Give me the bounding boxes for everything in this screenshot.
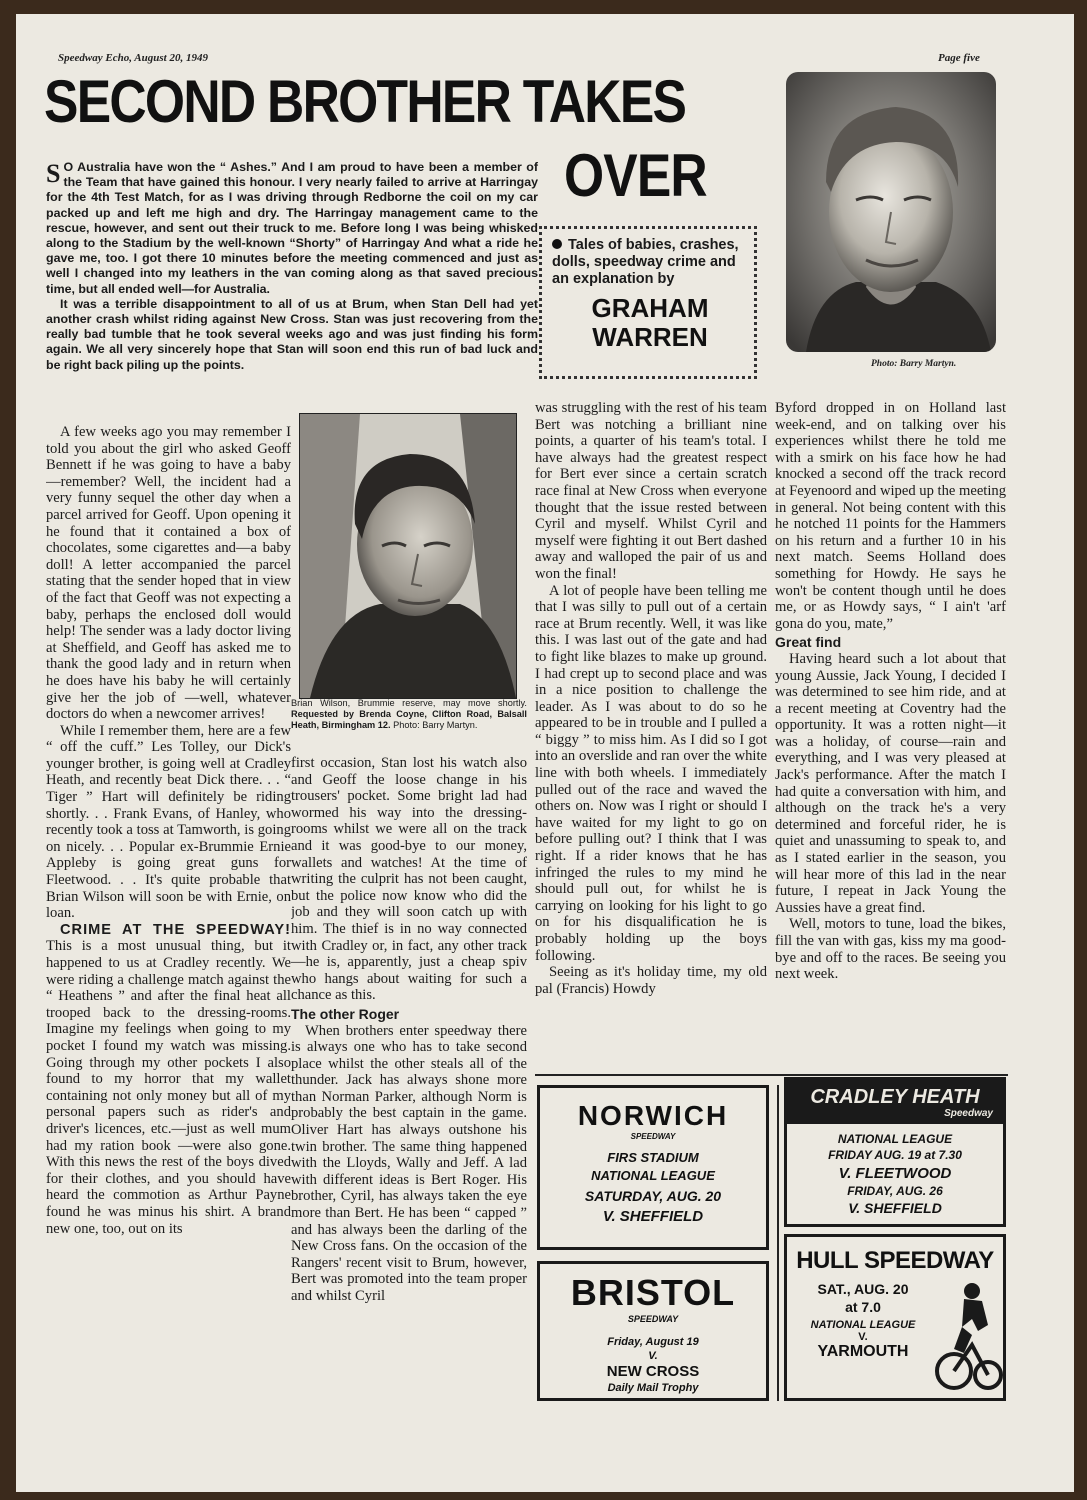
col3-paragraph-3: Seeing as it's holiday time, my old pal (Francis) Howdy xyxy=(535,964,767,997)
norwich-line-3: SATURDAY, AUG. 20 xyxy=(584,1188,722,1204)
norwich-line-4: V. SHEFFIELD xyxy=(602,1208,704,1225)
ad-cradley-heath xyxy=(784,1077,1006,1227)
article-column-4 xyxy=(775,400,1006,1074)
col4-paragraph-3: Well, motors to tune, load the bikes, fill the van with gas, kiss my ma good-bye and off to the races. Be seeing you next week. xyxy=(775,916,1006,983)
brian-wilson-illustration xyxy=(300,414,516,698)
article-column-1 xyxy=(46,424,291,1492)
cradley-sub: Speedway xyxy=(944,1108,993,1119)
author-name: GRAHAM WARREN xyxy=(591,293,709,352)
bristol-line-2: V. xyxy=(648,1350,658,1362)
page-label: Page five xyxy=(938,52,980,64)
ads-divider xyxy=(535,1074,1008,1076)
masthead: Speedway Echo, August 20, 1949 xyxy=(58,52,208,64)
col1-paragraph-1: A few weeks ago you may remember I told you about the girl who asked Geoff Bennett if he was going to have a baby —remember? Well, the incident had a very funny sequel the other day when a parcel arrived for Geoff. Upon opening it he found that it contained a box of chocolates, some cigarettes and—a baby doll! A letter accompanied the parcel stating that the sender hoped that in view of the fact that Geoff was not expecting a baby, perhaps the enclosed doll would help! The sender was a lady doctor living at Sheffield, and Geoff has asked me to thank the good lady and in return when he does have his baby he will certainly give her the job of —well, whatever doctors do when a newcomer arrives! xyxy=(46,424,291,723)
lead-text xyxy=(46,160,538,373)
article-column-3 xyxy=(535,400,767,1074)
hull-logo: HULL SPEEDWAY xyxy=(796,1247,994,1274)
ad-hull xyxy=(784,1234,1006,1401)
article-column-2 xyxy=(291,755,527,1492)
author-blurb-box xyxy=(539,226,757,379)
speedway-rider-icon xyxy=(932,1279,1004,1397)
bullet-icon xyxy=(552,239,562,249)
col2-paragraph-2: When brothers enter speedway there is always one who has to take second place whilst the other steals all of the thunder. Jack has always shone more than Norman Parker, although Norm is probably the best captain in the game. Oliver Hart has always outshone his twin brother. The same thing happened with the Lloyds, Wally and Jeff. A lad with different ideas is Bert Roger. His brother, Cyril, has always taken the eye more than Bert. He has been “ capped ” and has always been the darling of the New Cross fans. On the occasion of the Rangers' recent visit to Brum, however, Bert was promoted into the team proper and whilst Cyril xyxy=(291,1022,527,1304)
magazine-page xyxy=(16,14,1074,1492)
col1-paragraph-2: While I remember them, here are a few “ off the cuff.” Les Tolley, our Dick's younger brother, is going well at Cradley Heath, and recently beat Dick there. . . “ Tiger ” Hart will definitely be riding shortly. . . Frank Evans, of Hanley, who recently took a toss at Tamworth, is going on nicely. . . Popular ex-Brummie Ernie Appleby is going great guns for Fleetwood. . . It's quite probable that Brian Wilson will soon be with Ernie, on loan. xyxy=(46,722,291,922)
bristol-line-3: NEW CROSS xyxy=(606,1363,700,1380)
norwich-line-1: FIRS STADIUM xyxy=(607,1150,699,1165)
lead-paragraph-2: It was a terrible disappointment to all of us at Brum, when Stan Dell had yet another crash whilst riding against New Cross. Stan was just recovering from the really bad tumble that he took several weeks ago and was just finding his form again. We all very sincerely hope that Stan will soon end this run of bad luck and be right back piling up the points. xyxy=(46,296,538,372)
bristol-logo: BRISTOL xyxy=(570,1272,736,1313)
cradley-line-4: FRIDAY, AUG. 26 xyxy=(847,1184,943,1198)
hull-line-2: at 7.0 xyxy=(845,1299,881,1315)
caption-request: Requested by Brenda Coyne, Clifton Road, Balsall Heath, Birmingham 12. xyxy=(291,709,527,730)
hull-line-4: V. xyxy=(858,1331,868,1343)
lead-paragraph-1: O Australia have won the “ Ashes.” And I am proud to have been a member of the Team that have gained this honour. I very nearly failed to arrive at Harringay for the 4th Test Match, for as I was driving through Redborne the coil on my car packed up and left me high and dry. The Harringay management came to the rescue, however, and sent out their truck to me. Before long I was being whisked along to the Stadium by the well-known “Shorty” of Harringay And what a ride he gave me, too. I got there 10 minutes before the meeting commenced and just as well I changed into my leathers in the van coming along as that saved precious time, but all ended well—for Australia. xyxy=(46,160,538,296)
bristol-sub: SPEEDWAY xyxy=(627,1314,679,1324)
portrait-photo-warren xyxy=(786,72,996,352)
photo-brian-wilson xyxy=(299,413,517,699)
photo-credit: Photo: Barry Martyn. xyxy=(871,359,957,369)
col3-paragraph-1: was struggling with the rest of his team Bert was notching a brilliant nine points, a quarter of his team's total. I have always had the greatest respect for Bert ever since a certain scratch race final at New Cross when everyone thought that the issue rested between Cyril and myself. Whilst Cyril and myself were fighting it out Bert dashed away and walloped the pair of us and won the final! xyxy=(535,400,767,582)
col2-paragraph-1: first occasion, Stan lost his watch also and Geoff the loose change in his trousers' pocket. Some bright lad had wormed his way into the dressing-rooms whilst we were all on the track and it was good-bye to our money, wallets and watches! At the time of writing the culprit has not been caught, but the police now know who did the job and they will soon catch up with him. The thief is in no way connected with Cradley or, in fact, any other track—he is, apparently, just a cheap spiv who hangs about waiting for such a chance as this. xyxy=(291,755,527,1004)
cradley-line-5: V. SHEFFIELD xyxy=(848,1200,942,1216)
col1-paragraph-3: This is a most unusual thing, but it happened to us at Cradley recently. We were riding a challenge match against the “ Heathens ” and after the final heat all trooped back to the dressing-rooms. Imagine my feelings when going to my pocket I found my watch was missing. Going through my other pockets I also found to my horror that my wallet containing not only money but all of my personal papers such as rider's and driver's licences, etc.—just as well mum had my ration book —were also gone. With this news the rest of the boys dived for their clothes, and you should have heard the commotion as Arthur Payne found he was minus his shirt. A brand new one, too, out on its xyxy=(46,938,291,1237)
cradley-line-1: NATIONAL LEAGUE xyxy=(837,1132,953,1146)
ads-vertical-divider xyxy=(777,1085,779,1401)
blurb-text: Tales of babies, crashes, dolls, speedway crime and an explanation by xyxy=(552,237,739,287)
photo-caption xyxy=(291,698,527,731)
bristol-line-1: Friday, August 19 xyxy=(607,1336,699,1348)
hull-line-3: NATIONAL LEAGUE xyxy=(810,1319,916,1331)
crime-subhead: CRIME AT THE SPEEDWAY! xyxy=(60,921,291,938)
ad-bristol xyxy=(537,1261,769,1401)
cradley-line-2: FRIDAY AUG. 19 at 7.30 xyxy=(828,1148,962,1162)
cradley-line-3: V. FLEETWOOD xyxy=(838,1165,952,1182)
hull-line-5: YARMOUTH xyxy=(817,1343,909,1360)
norwich-logo: NORWICH xyxy=(577,1100,729,1131)
drop-cap: S xyxy=(46,159,61,188)
hull-line-1: SAT., AUG. 20 xyxy=(817,1281,909,1297)
headline-line-2: OVER xyxy=(564,142,707,209)
headline-line-1: SECOND BROTHER TAKES xyxy=(44,68,686,135)
norwich-line-2: NATIONAL LEAGUE xyxy=(591,1168,715,1183)
cradley-logo: CRADLEY HEATH xyxy=(810,1086,980,1108)
portrait-illustration xyxy=(786,72,996,352)
subhead-great-find: Great find xyxy=(775,634,842,651)
caption-credit: Photo: Barry Martyn. xyxy=(393,720,478,730)
col4-paragraph-2: Having heard such a lot about that young Aussie, Jack Young, I decided I was determined to see him ride, and at a recent meeting at Coventry had the opportunity. It was a rotten night—it was a holiday, of course—rain and everything, and I was very pleased at Jack's performance. After the match I had quite a conversation with him, and although on the track he's a very determined and forceful rider, he is quiet and unassuming to speak to, and as I stated earlier in the season, you will hear more of this lad in the near future, I repeat in Jack Young the Aussies have a great find. xyxy=(775,650,1006,916)
ad-norwich xyxy=(537,1085,769,1250)
col4-paragraph-1: Byford dropped in on Holland last week-end, and on talking over his experiences whilst there he told me with a smirk on his face how he had knocked a second off the track record at Feyenoord and wiped up the meeting in general. Not being content with this he notched 11 points for the Hammers on his return and a further 10 in his next match. Seems Holland does something for Howdy. He says he won't be content though until he does me, or as Howdy says, “ I ain't 'arf gona do you, mate,” xyxy=(775,400,1006,632)
col3-paragraph-2: A lot of people have been telling me that I was silly to pull out of a certain race at Brum recently. Well, it was like this. I was last out of the gate and had to fight like blazes to make up ground. I had crept up to second place and was in a nice position to challenge the leader. As I was about to do so he appeared to be in trouble and I pulled a “ biggy ” to miss him. As I did so I got into an overslide and ran over the white line with both wheels. I immediately pulled out of the race and waved the others on. Now was I right or should I have waited for my light to go on before pulling out? I think that I was right. If a rider knows that he has infringed the rules to my mind he should pull out, for whilst he is carrying on looking for his light to go on for his disqualification he is probably holding up the boys following. xyxy=(535,582,767,964)
subhead-other-roger: The other Roger xyxy=(291,1005,400,1022)
caption-text: Brian Wilson, Brummie reserve, may move shortly. xyxy=(291,698,527,708)
bristol-line-4: Daily Mail Trophy xyxy=(607,1382,699,1394)
norwich-sub: SPEEDWAY xyxy=(630,1132,676,1141)
